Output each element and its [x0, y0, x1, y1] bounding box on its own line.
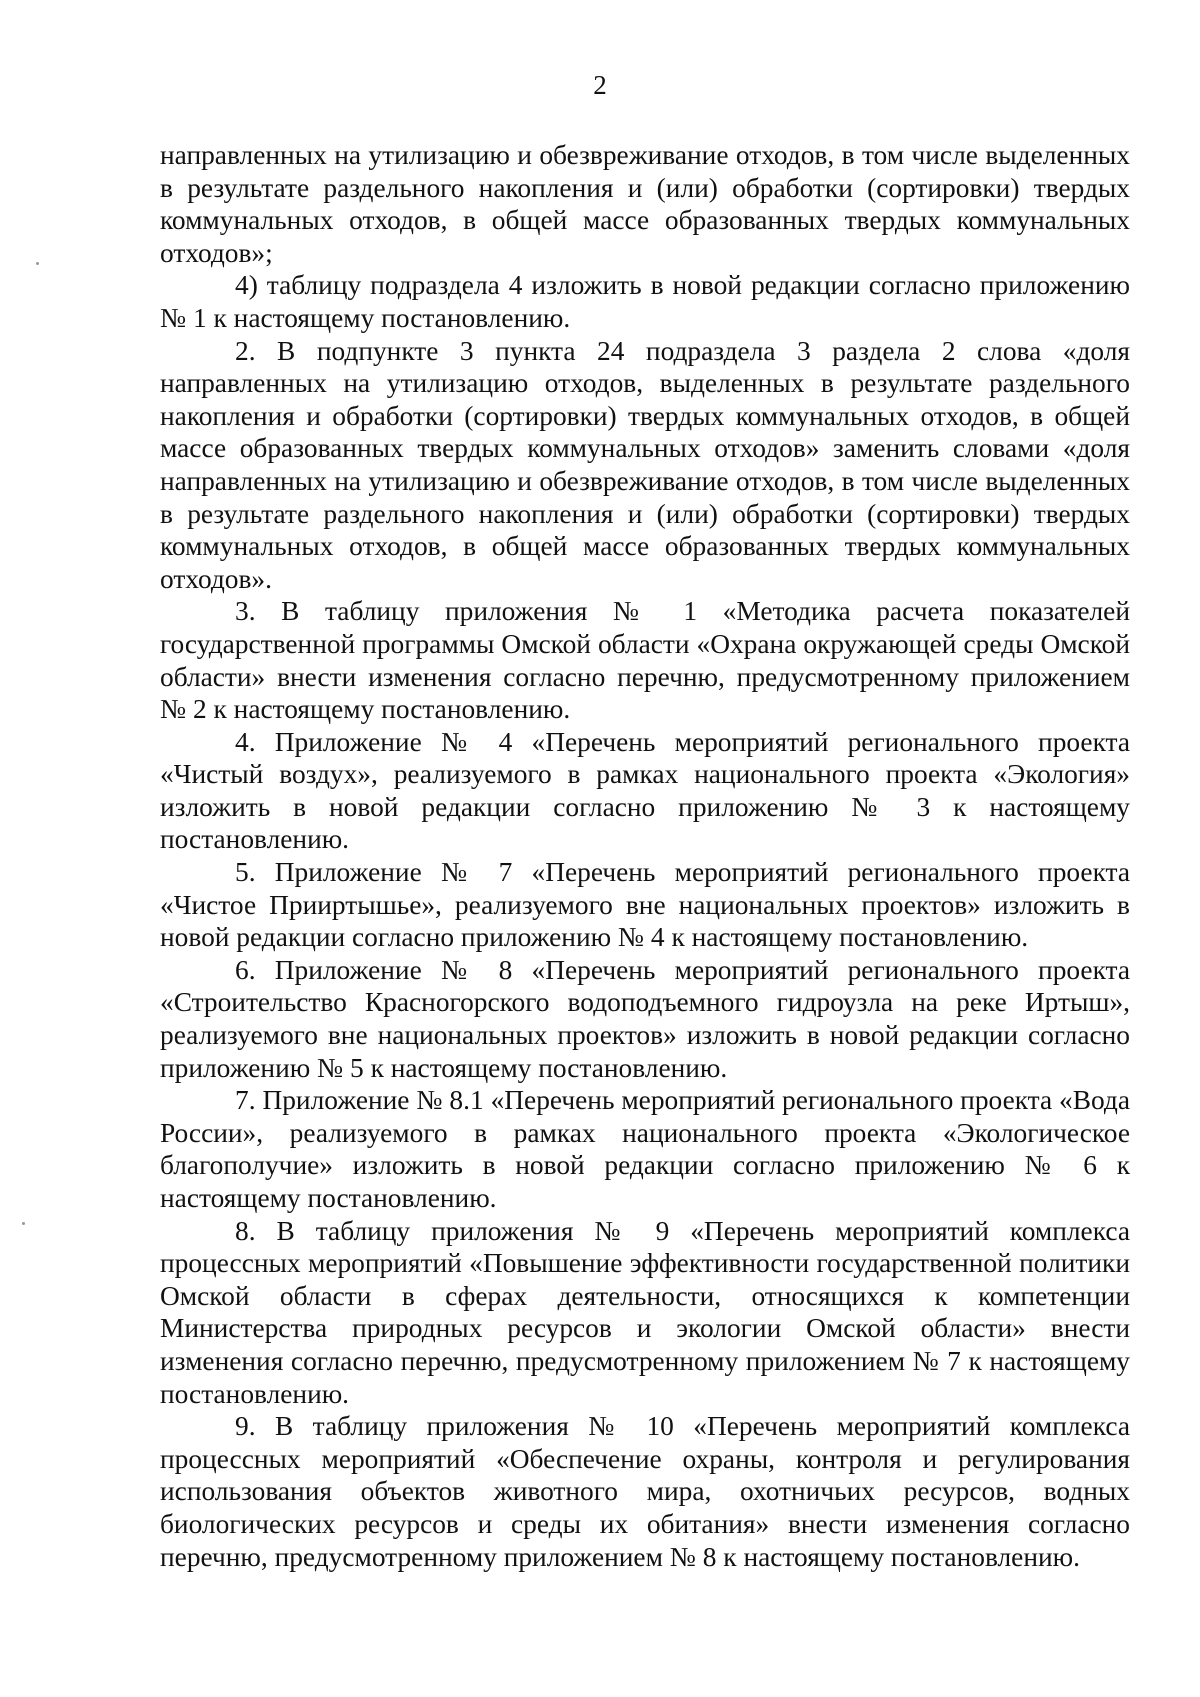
- paragraph-1: направленных на утилизацию и обезвреживание отходов, в том числе выделенных в результате раздельного накопления и (или) обработки (сортировки) твердых коммунальных отходов, в общей массе образованных твердых коммунальных отходов»;: [160, 140, 1130, 268]
- paragraph-4: 3. В таблицу приложения № 1 «Методика расчета показателей государственной программы Омской области «Охрана окружающей среды Омской области» внести изменения согласно перечню, предусмотренному приложением № 2 к настоящему постановлению.: [160, 596, 1130, 725]
- scan-speck: [36, 262, 39, 265]
- scan-speck: [22, 1222, 25, 1225]
- document-body: [160, 139, 1130, 1573]
- paragraph-5: 4. Приложение № 4 «Перечень мероприятий регионального проекта «Чистый воздух», реализуемого в рамках национального проекта «Экология» изложить в новой редакции согласно приложению № 3 к настоящему постановлению.: [160, 726, 1130, 855]
- paragraph-9: 8. В таблицу приложения № 9 «Перечень мероприятий комплекса процессных мероприятий «Повышение эффективности государственной политики Омской области в сферах деятельности, относящихся к компетенции Министерства природных ресурсов и экологии Омской области» внести изменения согласно перечню, предусмотренному приложением № 7 к настоящему постановлению.: [160, 1215, 1130, 1409]
- paragraph-10: 9. В таблицу приложения № 10 «Перечень мероприятий комплекса процессных мероприятий «Обеспечение охраны, контроля и регулирования использования объектов животного мира, охотничьих ресурсов, водных биологических ресурсов и среды их обитания» внести изменения согласно перечню, предусмотренному приложением № 8 к настоящему постановлению.: [160, 1411, 1130, 1572]
- paragraph-6: 5. Приложение № 7 «Перечень мероприятий регионального проекта «Чистое Прииртышье», реализуемого вне национальных проектов» изложить в новой редакции согласно приложению № 4 к настоящему постановлению.: [160, 857, 1130, 953]
- paragraph-7: 6. Приложение № 8 «Перечень мероприятий регионального проекта «Строительство Красногорского водоподъемного гидроузла на реке Иртыш», реализуемого вне национальных проектов» изложить в новой редакции согласно приложению № 5 к настоящему постановлению.: [160, 954, 1130, 1083]
- paragraph-2: 4) таблицу подраздела 4 изложить в новой редакции согласно приложению № 1 к настоящему постановлению.: [160, 270, 1130, 333]
- paragraph-3: 2. В подпункте 3 пункта 24 подраздела 3 раздела 2 слова «доля направленных на утилизацию отходов, выделенных в результате раздельного накопления и обработки (сортировки) твердых коммунальных отходов, в общей массе образованных твердых коммунальных отходов» заменить словами «доля направленных на утилизацию и обезвреживание отходов, в том числе выделенных в результате раздельного накопления и (или) обработки (сортировки) твердых коммунальных отходов, в общей массе образованных твердых коммунальных отходов».: [160, 335, 1130, 594]
- page-number: 2: [593, 70, 607, 100]
- paragraph-8: 7. Приложение № 8.1 «Перечень мероприятий регионального проекта «Вода России», реализуемого в рамках национального проекта «Экологическое благополучие» изложить в новой редакции согласно приложению № 6 к настоящему постановлению.: [160, 1085, 1130, 1213]
